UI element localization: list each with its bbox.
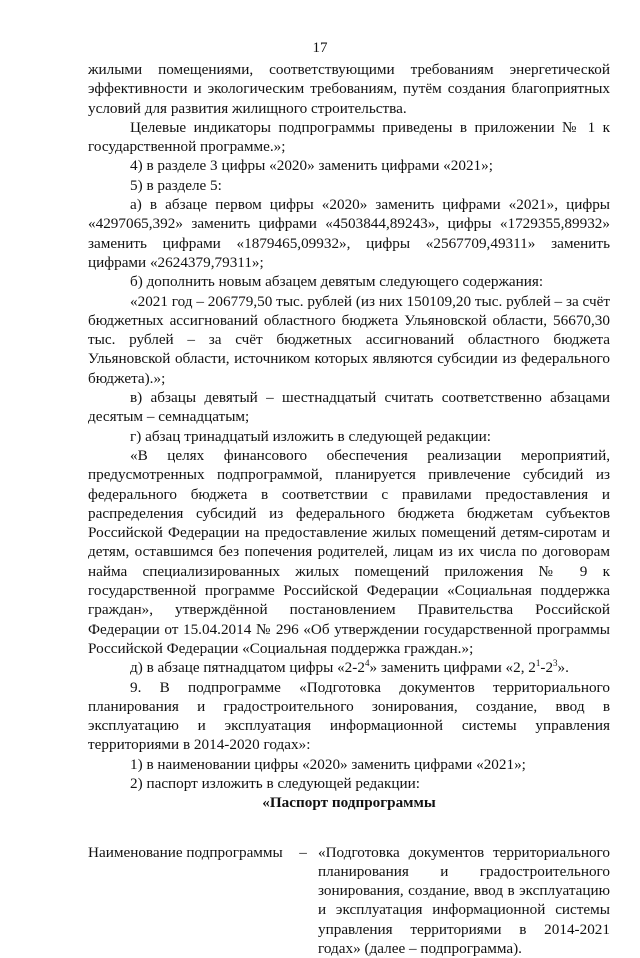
item-d-after: ». [557,659,569,677]
paragraph: «2021 год – 206779,50 тыс. рублей (из них 150109,20 тыс. рублей – за счёт бюджетных ассигнований областного бюджета Ульяновской области, 56670,30 тыс. рублей – за счёт бюджетных ассигнований областного бюджета Ульяновской области, источником которых являются субсидии из федерального бюджета).»; [88,292,610,387]
document-body [88,60,610,958]
item-d-sup3: 3 [553,658,558,669]
paragraph: б) дополнить новым абзацем девятым следующего содержания: [130,273,544,291]
paragraph: жилыми помещениями, соответствующими требованиям энергетической эффективности и экологическим требованиям, путём создания благоприятных условий для развития жилищного строительства. [88,61,610,117]
paragraph: а) в абзаце первом цифры «2020» заменить цифрами «2021», цифры «4297065,392» заменить цифрами «4503844,89243», цифры «1729355,89932» заменить цифрами «1879465,09932», цифры «2567709,49311» заменить цифрами «2624379,79311»; [88,196,610,271]
paragraph: 9. В подпрограмме «Подготовка документов территориального планирования и градостроительного зонирования, создание, ввод в эксплуатацию и эксплуатация информационной системы управления территориями в 2014-2020 годах»: [88,678,610,754]
passport-value: «Подготовка документов территориального планирования и градостроительного зонирования, создание, ввод в эксплуатацию и эксплуатация информационной системы управления территориями в 2014-2021 годах» (далее – подпрограмма). [318,843,610,958]
item-d-before: д) в абзаце пятнадцатом цифры «2-2 [130,659,365,677]
paragraph: Целевые индикаторы подпрограммы приведены в приложении № 1 к государственной программе.»; [88,118,610,156]
passport-row [88,843,610,958]
item-d-sup1: 4 [364,658,370,669]
item-d-middle: » заменить цифрами «2, 2 [369,659,536,677]
paragraph-item-d [88,658,610,677]
passport-label: Наименование подпрограммы [88,843,283,861]
item-d-sup2: 1 [535,658,541,669]
item-d-middle2: -2 [540,659,554,677]
passport-heading: «Паспорт подпрограммы [262,794,436,812]
passport-dash: – [299,843,307,861]
paragraph-group-2 [88,678,610,794]
paragraph: «В целях финансового обеспечения реализации мероприятий, предусмотренных подпрограммой, планируется привлечение субсидий из федерального бюджета в соответствии с правилами предоставления и распределения субсидий из федерального бюджета бюджетам субъектов Российской Федерации на предоставление жилых помещений детям-сиротам и детям, оставшимся без попечения родителей, лицам из их числа по договорам найма специализированных жилых помещений приложения № 9 к государственной программе Российской Федерации «Социальная поддержка граждан», утверждённой постановлением Правительства Российской Федерации от 15.04.2014 № 296 «Об утверждении государственной программы Российской Федерации «Социальная поддержка граждан.»; [88,446,610,657]
spacer [88,813,610,843]
paragraph: г) абзац тринадцатый изложить в следующей редакции: [130,427,491,445]
paragraph: в) абзацы девятый – шестнадцатый считать соответственно абзацами десятым – семнадцатым; [88,389,610,426]
paragraph: 1) в наименовании цифры «2020» заменить цифрами «2021»; [130,755,526,773]
paragraph-group-1 [88,60,610,658]
page-number: 17 [312,40,328,56]
paragraph: 5) в разделе 5: [130,176,222,194]
paragraph: 2) паспорт изложить в следующей редакции: [130,774,420,792]
paragraph: 4) в разделе 3 цифры «2020» заменить цифрами «2021»; [130,157,493,175]
